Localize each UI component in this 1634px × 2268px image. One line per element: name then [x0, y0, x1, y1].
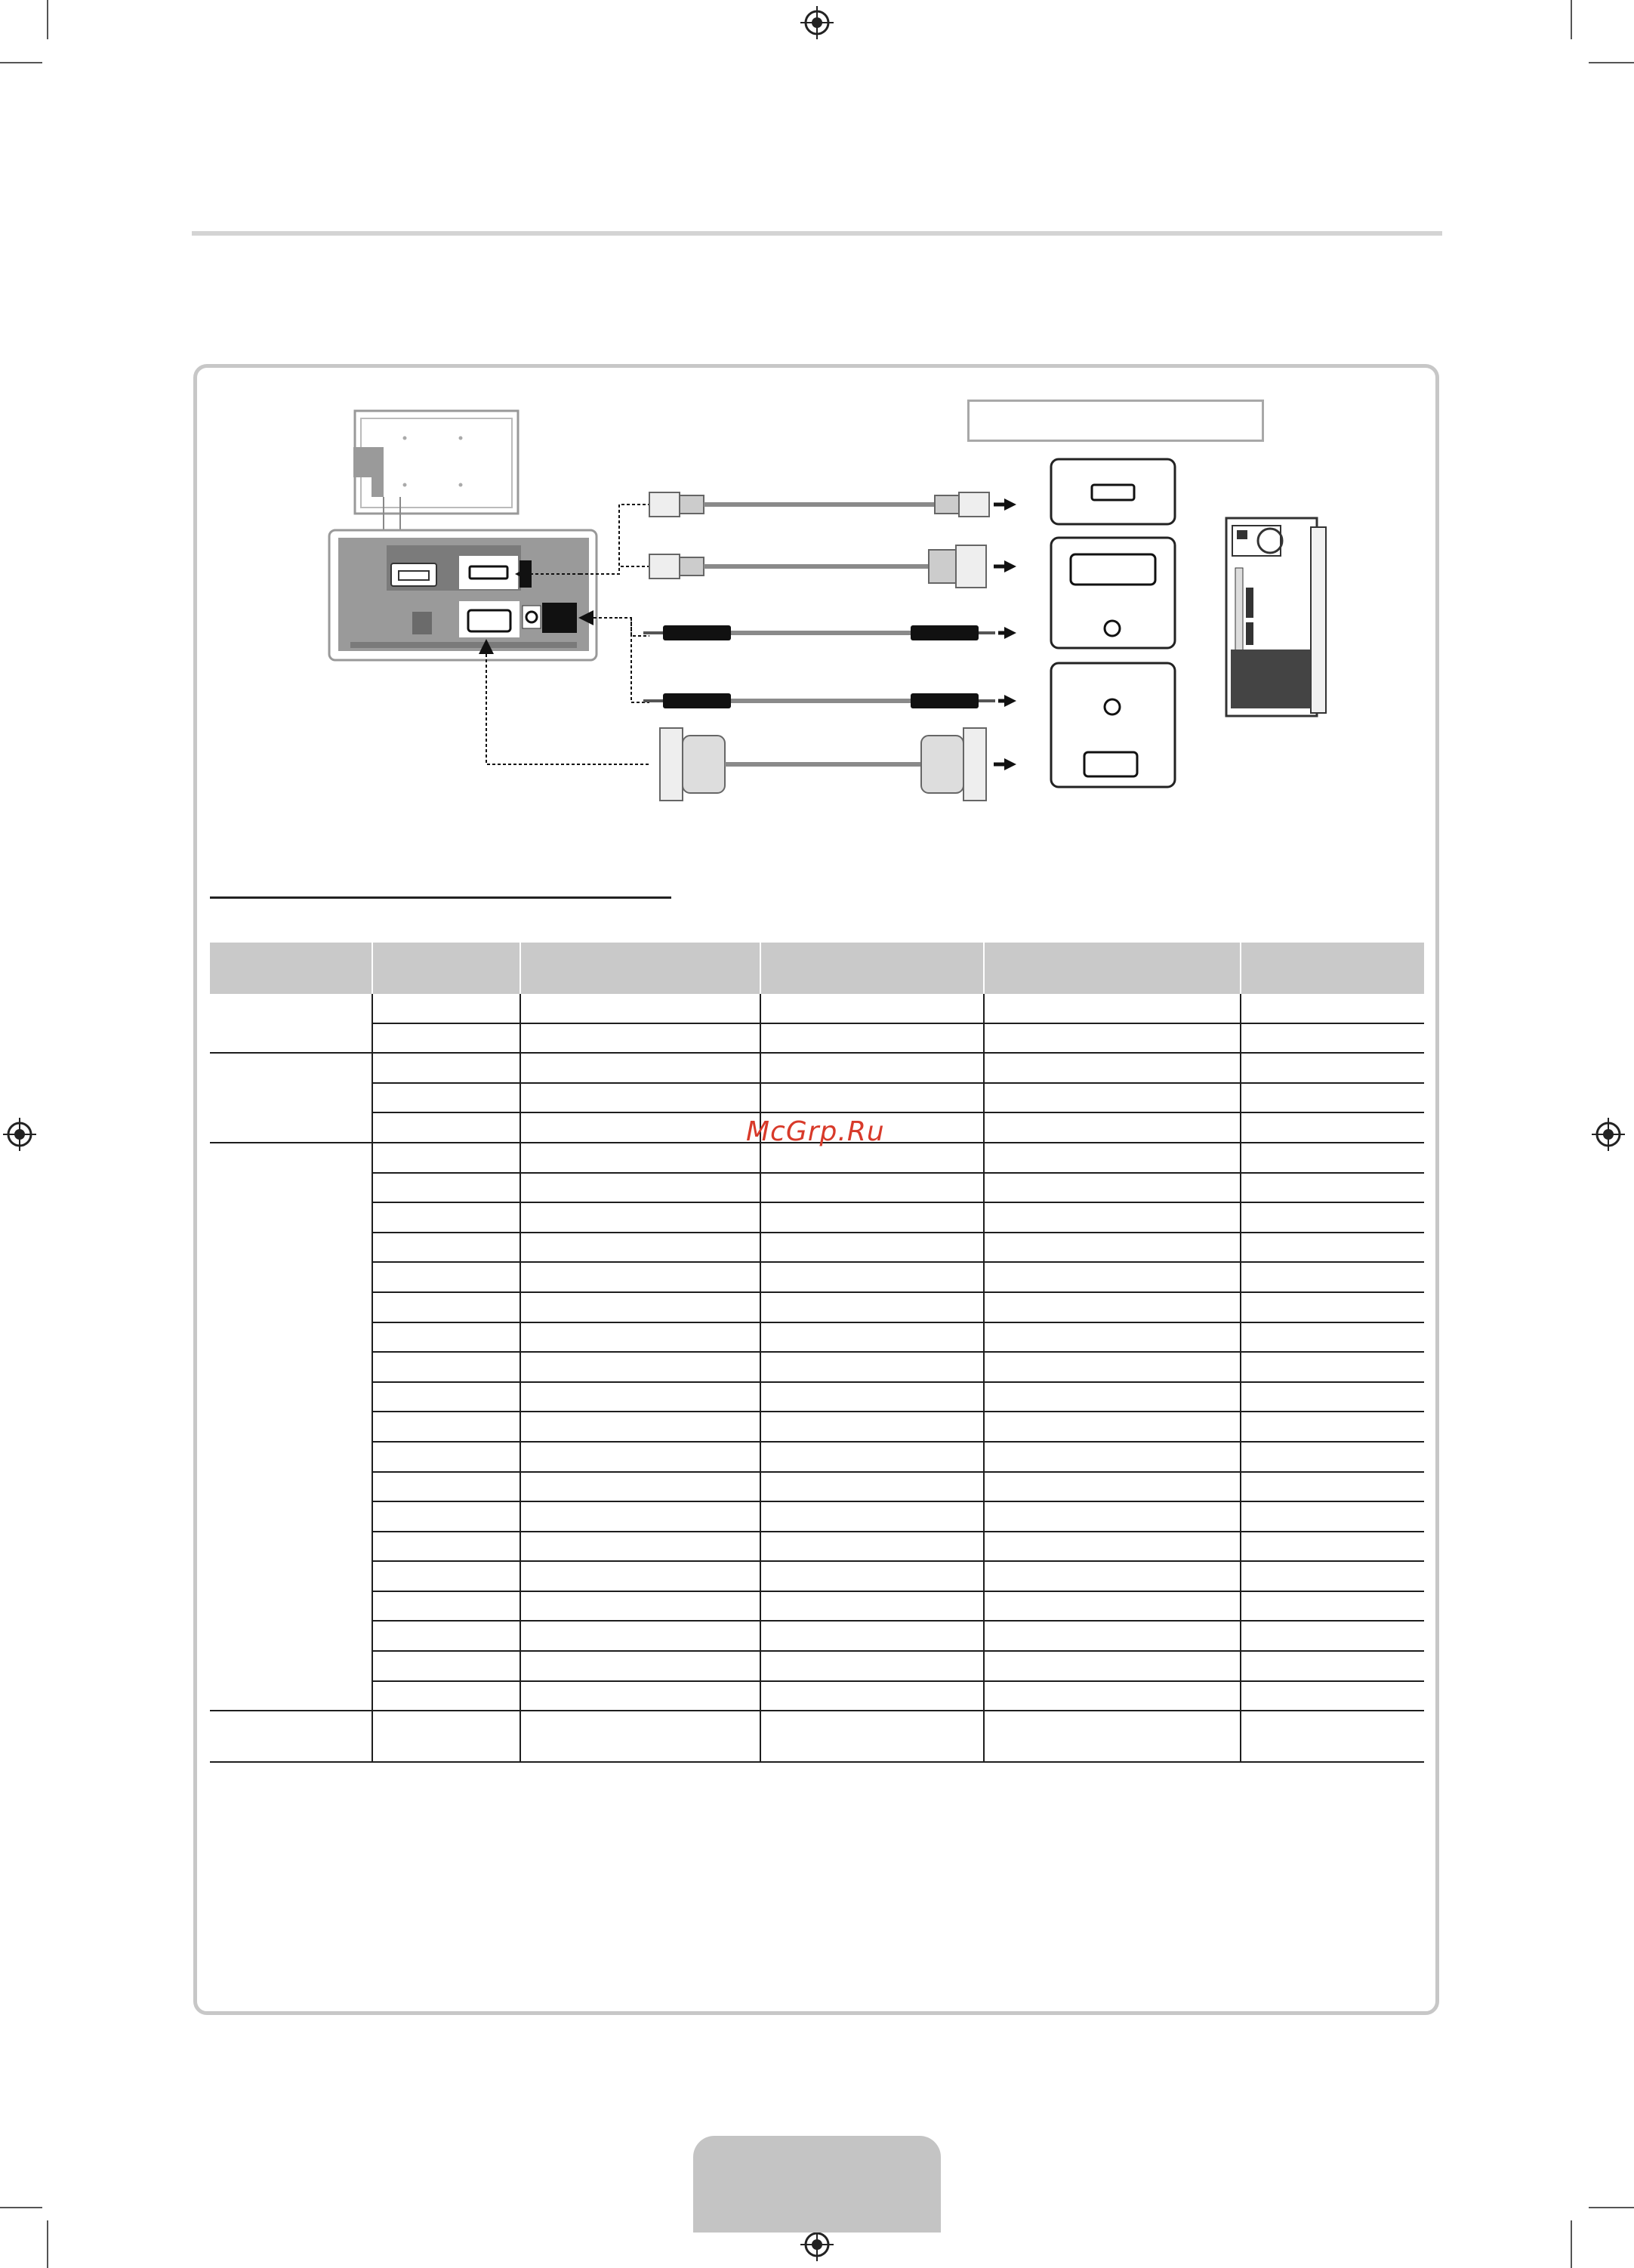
table-cell [1241, 1173, 1424, 1203]
table-cell [984, 1442, 1241, 1472]
table-cell [1241, 1711, 1424, 1762]
table-header-cell [984, 943, 1241, 994]
table-cell [520, 1292, 760, 1322]
registration-mark-icon [800, 2228, 834, 2261]
table-cell [760, 1023, 984, 1054]
table-cell [984, 1292, 1241, 1322]
table-cell [372, 1173, 520, 1203]
table-cell [1241, 1591, 1424, 1622]
table-group-cell [210, 1143, 372, 1711]
table-cell [372, 1651, 520, 1681]
table-cell [372, 1442, 520, 1472]
table-cell [520, 1382, 760, 1412]
table-cell [520, 1112, 760, 1143]
table-cell [1241, 1442, 1424, 1472]
table-row [210, 1651, 1424, 1681]
table-cell [760, 1083, 984, 1113]
table-cell [372, 1501, 520, 1532]
table-group-cell [210, 1711, 372, 1762]
table-cell [520, 1442, 760, 1472]
table-header-cell [372, 943, 520, 994]
table-cell [984, 1173, 1241, 1203]
crop-mark [47, 2220, 48, 2268]
table-row [210, 1711, 1424, 1762]
table-cell [520, 1233, 760, 1263]
pc-dsub-port-box [1051, 663, 1175, 787]
table-cell [372, 1561, 520, 1591]
table-cell [760, 1442, 984, 1472]
table-cell [520, 1262, 760, 1292]
table-cell [984, 1233, 1241, 1263]
table-cell [520, 1023, 760, 1054]
table-heading-underline [210, 896, 671, 899]
table-cell [1241, 1053, 1424, 1083]
table-cell [372, 1202, 520, 1233]
table-row [210, 1053, 1424, 1083]
table-cell [760, 1322, 984, 1353]
table-cell [520, 1621, 760, 1651]
table-cell [520, 1532, 760, 1562]
table-cell [372, 1382, 520, 1412]
table-cell [1241, 994, 1424, 1023]
table-cell [760, 1412, 984, 1442]
table-row [210, 1532, 1424, 1562]
display-modes-table [210, 943, 1424, 1763]
table-row [210, 1472, 1424, 1502]
table-row [210, 1202, 1424, 1233]
table-cell [520, 1202, 760, 1233]
table-cell [520, 1472, 760, 1502]
table-cell [1241, 1532, 1424, 1562]
table-cell [984, 1472, 1241, 1502]
table-row [210, 1173, 1424, 1203]
table-cell [520, 1651, 760, 1681]
table-row [210, 1262, 1424, 1292]
table-cell [372, 1621, 520, 1651]
table-cell [1241, 1112, 1424, 1143]
table-cell [760, 1202, 984, 1233]
pc-hdmi-port-box [1051, 459, 1175, 524]
table-cell [984, 1023, 1241, 1054]
table-body [210, 994, 1424, 1762]
table-cell [372, 1143, 520, 1173]
table-row [210, 1023, 1424, 1054]
table-cell [760, 1173, 984, 1203]
table-cell [520, 1561, 760, 1591]
pc-tower [1226, 518, 1326, 716]
table-cell [520, 1412, 760, 1442]
table-cell [520, 1143, 760, 1173]
table-cell [760, 1262, 984, 1292]
table-cell [760, 1621, 984, 1651]
table-cell [372, 1532, 520, 1562]
table-cell [1241, 1083, 1424, 1113]
table-cell [760, 1532, 984, 1562]
table-cell [372, 1083, 520, 1113]
table-cell [984, 1591, 1241, 1622]
table-cell [1241, 1621, 1424, 1651]
table-cell [760, 1352, 984, 1382]
table-cell [372, 1262, 520, 1292]
table-cell [1241, 1681, 1424, 1711]
table-cell [1241, 1262, 1424, 1292]
table-cell [1241, 1651, 1424, 1681]
audio-cable [643, 625, 995, 640]
table-cell [984, 1202, 1241, 1233]
table-cell [1241, 1292, 1424, 1322]
crop-mark [1571, 2220, 1572, 2268]
crop-mark [1589, 62, 1634, 63]
crop-mark [0, 2207, 42, 2208]
table-cell [984, 1412, 1241, 1442]
table-cell [372, 1053, 520, 1083]
table-cell [984, 1501, 1241, 1532]
page-number-tab [693, 2136, 941, 2233]
table-group-cell [210, 994, 372, 1053]
table-cell [760, 1561, 984, 1591]
table-cell [984, 994, 1241, 1023]
registration-mark-icon [1592, 1118, 1625, 1151]
table-cell [984, 1621, 1241, 1651]
table-cell [372, 1292, 520, 1322]
table-header-cell [1241, 943, 1424, 994]
table-row [210, 1352, 1424, 1382]
crop-mark [47, 0, 48, 39]
table-cell [520, 1322, 760, 1353]
pc-connection-diagram [302, 393, 1359, 816]
watermark-text: McGrp.Ru [746, 1116, 885, 1147]
table-cell [760, 1681, 984, 1711]
pc-label-box [967, 400, 1264, 442]
table-row [210, 1292, 1424, 1322]
hdmi-cable [649, 492, 989, 517]
table-cell [372, 1352, 520, 1382]
table-cell [372, 1472, 520, 1502]
table-header-cell [760, 943, 984, 994]
audio-cable [643, 693, 995, 708]
table-cell [760, 1292, 984, 1322]
table-header-row [210, 943, 1424, 994]
table-row [210, 1382, 1424, 1412]
table-row [210, 1322, 1424, 1353]
registration-mark-icon [3, 1118, 36, 1151]
table-cell [1241, 1382, 1424, 1412]
table-cell [984, 1083, 1241, 1113]
table-cell [1241, 1322, 1424, 1353]
table-cell [984, 1532, 1241, 1562]
table-cell [984, 1651, 1241, 1681]
crop-mark [1571, 0, 1572, 39]
crop-mark [0, 62, 42, 63]
table-cell [984, 1382, 1241, 1412]
table-cell [520, 1173, 760, 1203]
table-row [210, 1561, 1424, 1591]
table-row [210, 1442, 1424, 1472]
table-row [210, 1412, 1424, 1442]
table-cell [984, 1322, 1241, 1353]
table-cell [372, 1591, 520, 1622]
table-group-cell [210, 1053, 372, 1143]
table-cell [520, 1083, 760, 1113]
table-cell [760, 1233, 984, 1263]
table-cell [984, 1561, 1241, 1591]
table-row [210, 1681, 1424, 1711]
dsub-cable [660, 728, 986, 801]
table-cell [984, 1143, 1241, 1173]
table-cell [984, 1711, 1241, 1762]
table-cell [372, 1412, 520, 1442]
table-cell [760, 1501, 984, 1532]
table-row [210, 1233, 1424, 1263]
table-row [210, 1621, 1424, 1651]
table-cell [372, 1112, 520, 1143]
table-row [210, 1501, 1424, 1532]
table-cell [520, 994, 760, 1023]
table-cell [520, 1711, 760, 1762]
table-cell [760, 1711, 984, 1762]
table-cell [1241, 1352, 1424, 1382]
table-cell [1241, 1561, 1424, 1591]
table-cell [1241, 1412, 1424, 1442]
table-cell [520, 1681, 760, 1711]
table-cell [760, 1591, 984, 1622]
table-cell [760, 1651, 984, 1681]
table-cell [372, 1681, 520, 1711]
table-row [210, 1591, 1424, 1622]
table-cell [984, 1352, 1241, 1382]
table-header-cell [210, 943, 372, 994]
section-divider [192, 231, 1442, 236]
table-cell [1241, 1501, 1424, 1532]
table-cell [372, 1023, 520, 1054]
table-cell [1241, 1472, 1424, 1502]
table-cell [760, 1472, 984, 1502]
table-cell [520, 1501, 760, 1532]
table-cell [372, 1233, 520, 1263]
hdmi-dvi-cable [649, 545, 986, 588]
table-cell [520, 1591, 760, 1622]
table-cell [372, 1322, 520, 1353]
table-cell [520, 1053, 760, 1083]
table-cell [1241, 1143, 1424, 1173]
table-cell [372, 994, 520, 1023]
table-cell [984, 1681, 1241, 1711]
crop-mark [1589, 2207, 1634, 2208]
table-header-cell [520, 943, 760, 994]
table-cell [760, 1382, 984, 1412]
table-cell [760, 1053, 984, 1083]
table-cell [1241, 1233, 1424, 1263]
table-cell [1241, 1023, 1424, 1054]
table-cell [984, 1053, 1241, 1083]
table-cell [372, 1711, 520, 1762]
table-row [210, 994, 1424, 1023]
table-cell [1241, 1202, 1424, 1233]
registration-mark-icon [800, 6, 834, 39]
table-cell [760, 994, 984, 1023]
table-cell [984, 1112, 1241, 1143]
table-row [210, 1083, 1424, 1113]
table-cell [520, 1352, 760, 1382]
table-cell [984, 1262, 1241, 1292]
